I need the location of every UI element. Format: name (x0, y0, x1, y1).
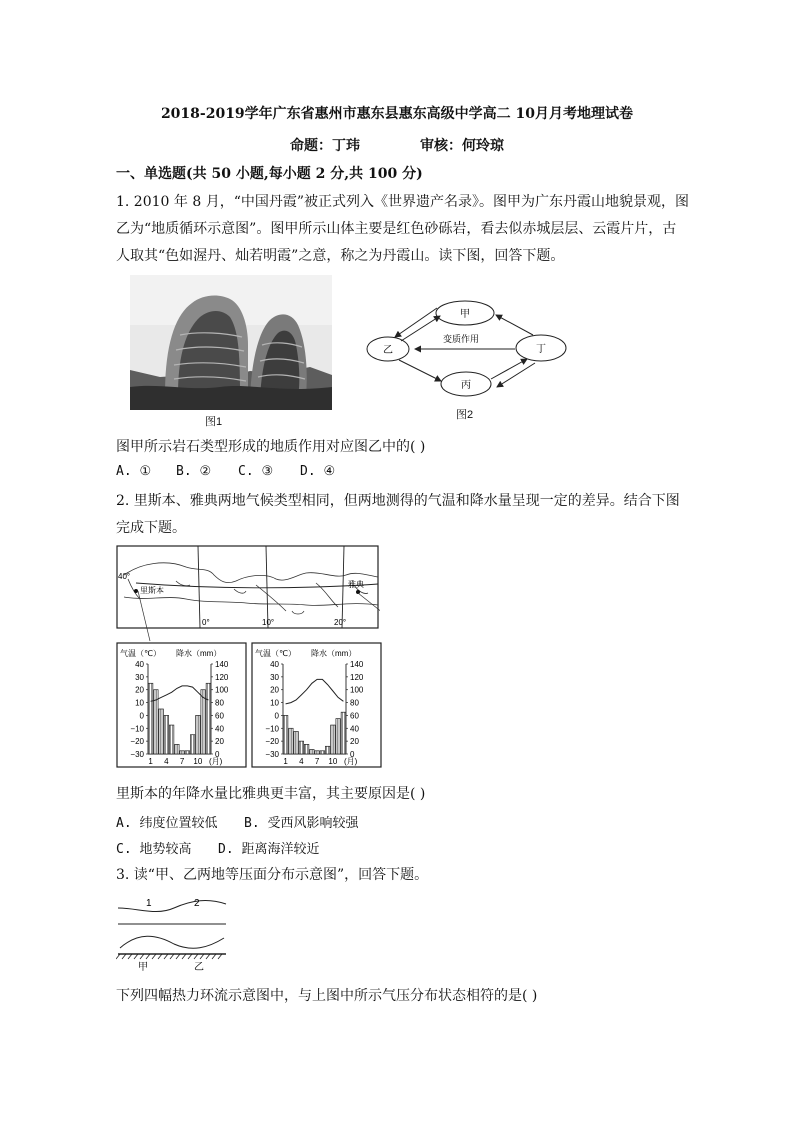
temp-axis-title: 气温（℃） (255, 649, 296, 658)
precip-tick-label: 80 (215, 698, 224, 708)
temp-tick-label: 0 (139, 711, 144, 721)
node-bing-label: 丙 (461, 380, 471, 391)
precip-tick-label: 120 (215, 672, 229, 682)
precip-bar (289, 728, 293, 754)
q2-option-c[interactable]: C. 地势较高 (116, 842, 192, 857)
map-lat-label: 40° (118, 572, 131, 581)
lisbon-climate-chart (116, 642, 247, 768)
month-tick-label: 7 (314, 757, 320, 766)
precip-bar (315, 751, 319, 754)
precip-tick-label: 140 (350, 660, 364, 669)
precip-bar (304, 744, 308, 754)
precip-bar (175, 744, 179, 754)
metamorphism-label: 变质作用 (442, 334, 480, 344)
place-jia-label: 甲 (138, 962, 148, 973)
q1-text-line3: 人取其“色如渥丹、灿若明霞”之意，称之为丹霞山。读下图，回答下题。 (116, 248, 565, 264)
map-lon0-label: 0° (202, 618, 210, 627)
map-lon20-label: 20° (334, 618, 347, 627)
reviewer: 审核：何玲琼 (420, 138, 504, 154)
precip-bar (336, 719, 340, 754)
q2-text-line1: 2. 里斯本、雅典两地气候类型相同，但两地测得的气温和降水量呈现一定的差异。结合下图 (116, 493, 680, 509)
fig2-label: 图2 (456, 409, 474, 421)
q3-question: 下列四幅热力环流示意图中，与上图中所示气压分布状态相符的是( ) (116, 988, 538, 1004)
precip-tick-label: 100 (215, 685, 229, 695)
month-tick-label: 10 (193, 757, 203, 766)
temp-tick-label: −30 (130, 750, 144, 759)
map-athens-label: 雅典 (348, 580, 364, 589)
node-yi-label: 乙 (383, 345, 393, 356)
q3-text: 3. 读“甲、乙两地等压面分布示意图”，回答下题。 (116, 867, 429, 883)
q2-option-d[interactable]: D. 距离海洋较近 (218, 842, 320, 857)
q2-question: 里斯本的年降水量比雅典更丰富，其主要原因是( ) (116, 786, 426, 802)
section-heading: 一、单选题(共 50 小题,每小题 2 分,共 100 分) (116, 166, 423, 182)
precip-bar (169, 725, 173, 754)
precip-bar (148, 683, 152, 754)
mediterranean-map (116, 545, 380, 642)
precip-tick-label: 140 (215, 660, 229, 669)
q1-option-b[interactable]: B. ② (176, 464, 212, 479)
map-lisbon-label: 里斯本 (140, 586, 164, 595)
precip-bar (299, 741, 303, 754)
q1-question: 图甲所示岩石类型形成的地质作用对应图乙中的( ) (116, 439, 426, 455)
temp-tick-label: 10 (135, 698, 144, 708)
precip-axis-title: 降水（mm） (311, 649, 357, 658)
precip-tick-label: 80 (350, 698, 359, 708)
q1-option-c[interactable]: C. ③ (238, 464, 274, 479)
month-tick-label: 7 (179, 757, 185, 766)
q1-text-line2: 乙为“地质循环示意图”。图甲所示山体主要是红色砂砾岩，看去似赤城层层、云霞片片，古 (116, 221, 677, 237)
precip-tick-label: 20 (350, 737, 359, 747)
precip-axis-title: 降水（mm） (176, 649, 222, 658)
temp-tick-label: 30 (135, 672, 144, 682)
precip-tick-label: 60 (215, 711, 224, 721)
node-jia-label: 甲 (460, 309, 470, 320)
precip-bar (320, 751, 324, 754)
map-lon10-label: 10° (262, 618, 275, 627)
precip-tick-label: 40 (350, 724, 359, 734)
temp-tick-label: 30 (270, 672, 279, 682)
temp-tick-label: 20 (270, 685, 279, 695)
precip-bar (185, 751, 189, 754)
month-tick-label: 1 (283, 757, 288, 766)
temp-tick-label: −10 (265, 724, 279, 734)
isobar-2-label: 2 (194, 898, 200, 909)
fig1-label: 图1 (205, 416, 223, 428)
precip-bar (294, 732, 298, 755)
q2-option-a[interactable]: A. 纬度位置较低 (116, 816, 218, 831)
precip-tick-label: 60 (350, 711, 359, 721)
geologic-cycle-diagram (365, 297, 580, 402)
precip-bar (164, 715, 168, 754)
proposer: 命题：丁玮 (290, 138, 360, 154)
precip-bar (159, 709, 163, 754)
q2-text-line2: 完成下题。 (116, 520, 186, 536)
precip-tick-label: 20 (215, 737, 224, 747)
temp-tick-label: 10 (270, 698, 279, 708)
danxia-photo (130, 275, 332, 410)
precip-bar (201, 690, 205, 754)
precip-tick-label: 40 (215, 724, 224, 734)
exam-title: 2018-2019学年广东省惠州市惠东县惠东高级中学高二 10月月考地理试卷 (160, 106, 634, 122)
month-tick-label: 10 (328, 757, 338, 766)
temp-tick-label: −30 (265, 750, 279, 759)
precip-bar (180, 751, 184, 754)
temp-tick-label: 40 (135, 660, 144, 669)
isobar-diagram (116, 890, 228, 974)
month-tick-label: 4 (164, 757, 169, 766)
exam-authors (0, 135, 794, 155)
isobar-1-label: 1 (146, 898, 152, 909)
precip-bar (283, 715, 287, 754)
precip-tick-label: 0 (350, 750, 355, 759)
athens-climate-chart (251, 642, 382, 768)
precip-tick-label: 120 (350, 672, 364, 682)
q2-option-b[interactable]: B. 受西风影响较强 (244, 816, 359, 831)
month-unit-label: (月) (209, 757, 223, 766)
month-unit-label: (月) (344, 757, 358, 766)
q1-option-a[interactable]: A. ① (116, 464, 152, 479)
temp-tick-label: −10 (130, 724, 144, 734)
precip-tick-label: 100 (350, 685, 364, 695)
q1-option-d[interactable]: D. ④ (300, 464, 336, 479)
place-yi-label: 乙 (194, 962, 204, 973)
precip-bar (310, 750, 314, 755)
lisbon-marker (134, 589, 138, 593)
temp-tick-label: 0 (274, 711, 279, 721)
precip-bar (190, 735, 194, 754)
precip-bar (196, 715, 200, 754)
temp-tick-label: 20 (135, 685, 144, 695)
month-tick-label: 4 (299, 757, 304, 766)
precip-bar (331, 725, 335, 754)
temp-axis-title: 气温（℃） (120, 649, 161, 658)
node-ding-label: 丁 (536, 344, 546, 355)
precip-bar (341, 712, 345, 754)
precip-tick-label: 0 (215, 750, 220, 759)
temp-tick-label: 40 (270, 660, 279, 669)
precip-bar (325, 746, 329, 754)
q1-text-line1: 1. 2010 年 8 月，“中国丹霞”被正式列入《世界遗产名录》。图甲为广东丹霞山地貌景观，图 (116, 194, 690, 210)
temp-tick-label: −20 (265, 737, 279, 747)
precip-bar (206, 683, 210, 754)
month-tick-label: 1 (148, 757, 153, 766)
temp-tick-label: −20 (130, 737, 144, 747)
